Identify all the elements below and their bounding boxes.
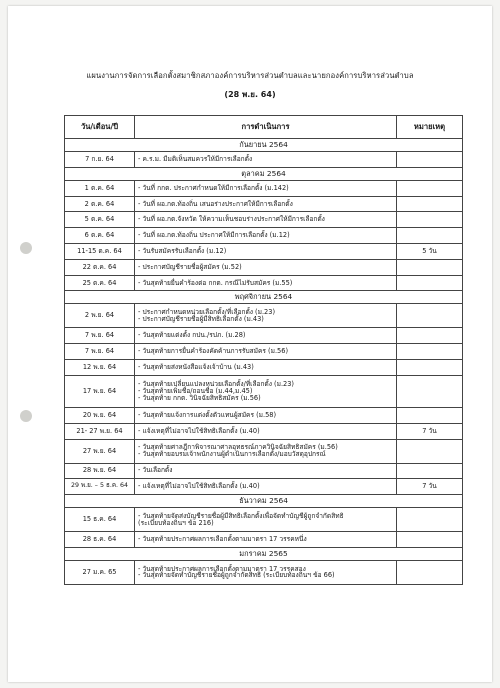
table-row bbox=[65, 328, 463, 344]
row-activity bbox=[135, 560, 397, 584]
row-remark: 7 วัน bbox=[397, 479, 463, 495]
month-header-row bbox=[65, 139, 463, 152]
row-remark bbox=[397, 375, 463, 407]
row-remark bbox=[397, 212, 463, 228]
row-date: 27 ม.ค. 65 bbox=[65, 560, 135, 584]
row-remark bbox=[397, 508, 463, 532]
table-row bbox=[65, 359, 463, 375]
row-date: 7 ก.ย. 64 bbox=[65, 152, 135, 168]
row-activity bbox=[135, 344, 397, 360]
row-date: 25 ต.ค. 64 bbox=[65, 275, 135, 291]
activity-line: - วันที่ กกต. ประกาศกำหนดให้มีการเลือกตั้ง (ม.142) bbox=[138, 183, 289, 192]
month-label: ธันวาคม 2564 bbox=[65, 495, 463, 508]
header-activity: การดำเนินการ bbox=[135, 116, 397, 139]
row-activity bbox=[135, 423, 397, 439]
punch-hole bbox=[20, 242, 32, 254]
table-row bbox=[65, 275, 463, 291]
activity-line: - วันสุดท้ายศาลฎีกาพิจารณาศาลอุทธรณ์ภาควินิจฉัยสิทธิสมัคร (ม.56) bbox=[138, 443, 338, 452]
activity-line: - วันสุดท้าย กกต. วินิจฉัยสิทธิสมัคร (ม.56) bbox=[138, 393, 261, 402]
row-remark bbox=[397, 259, 463, 275]
activity-line: - วันสุดท้ายแต่งตั้ง กปน./รปภ. (ม.28) bbox=[138, 331, 246, 340]
table-row bbox=[65, 532, 463, 548]
row-remark bbox=[397, 196, 463, 212]
row-remark bbox=[397, 344, 463, 360]
month-label: กันยายน 2564 bbox=[65, 139, 463, 152]
row-activity bbox=[135, 196, 397, 212]
row-activity bbox=[135, 180, 397, 196]
table-header-row bbox=[65, 116, 463, 139]
activity-line: - วันสุดท้ายเพิ่มชื่อ/ถอนชื่อ (ม.44,ม.45) bbox=[138, 386, 253, 395]
row-activity bbox=[135, 508, 397, 532]
row-date: 7 พ.ย. 64 bbox=[65, 344, 135, 360]
activity-line: - วันสุดท้ายจัดทำบัญชีรายชื่อผู้ถูกจำกัดสิทธิ (ระเบียบท้องถิ่นฯ ข้อ 66) bbox=[138, 571, 335, 580]
row-date: 2 ต.ค. 64 bbox=[65, 196, 135, 212]
activity-line: - วันสุดท้ายเปลี่ยนแปลงหน่วยเลือกตั้ง/ที่เลือกตั้ง (ม.23) bbox=[138, 379, 295, 388]
row-remark bbox=[397, 328, 463, 344]
activity-line: - วันสุดท้ายส่งหนังสือแจ้งเจ้าบ้าน (ม.43) bbox=[138, 362, 254, 371]
table-row bbox=[65, 508, 463, 532]
table-row bbox=[65, 439, 463, 463]
row-remark bbox=[397, 180, 463, 196]
month-header-row bbox=[65, 495, 463, 508]
activity-line: - ค.ร.ม. มีมติเห็นสมควรให้มีการเลือกตั้ง bbox=[138, 154, 253, 163]
row-date: 20 พ.ย. 64 bbox=[65, 407, 135, 423]
row-remark bbox=[397, 275, 463, 291]
activity-line: - วันสุดท้ายการยื่นคำร้องคัดค้านการรับสมัคร (ม.56) bbox=[138, 347, 289, 356]
row-activity bbox=[135, 532, 397, 548]
row-activity bbox=[135, 375, 397, 407]
table-row bbox=[65, 212, 463, 228]
table-row bbox=[65, 423, 463, 439]
row-remark bbox=[397, 439, 463, 463]
table-row bbox=[65, 196, 463, 212]
document-page bbox=[8, 6, 492, 682]
month-label: ตุลาคม 2564 bbox=[65, 167, 463, 180]
row-remark bbox=[397, 304, 463, 328]
activity-line: - วันที่ ผอ.กต.ท้องถิ่น เสนอร่างประกาศให้มีการเลือกตั้ง bbox=[138, 199, 293, 208]
month-header-row bbox=[65, 547, 463, 560]
row-activity bbox=[135, 275, 397, 291]
activity-line: - วันสุดท้ายประกาศผลการเลือกตั้งตามมาตรา 17 วรรคสอง bbox=[138, 564, 306, 573]
row-activity bbox=[135, 463, 397, 479]
row-remark bbox=[397, 152, 463, 168]
header-date: วัน/เดือน/ปี bbox=[65, 116, 135, 139]
activity-line: - วันสุดท้ายยื่นคำร้องต่อ กกต. กรณีไม่รับสมัคร (ม.55) bbox=[138, 278, 293, 287]
table-row bbox=[65, 560, 463, 584]
row-date: 17 พ.ย. 64 bbox=[65, 375, 135, 407]
row-date: 27 พ.ย. 64 bbox=[65, 439, 135, 463]
activity-line: (ระเบียบท้องถิ่นฯ ข้อ 216) bbox=[138, 518, 214, 527]
row-date: 11-15 ต.ค. 64 bbox=[65, 243, 135, 259]
row-date: 28 ธ.ค. 64 bbox=[65, 532, 135, 548]
row-activity bbox=[135, 407, 397, 423]
activity-line: - แจ้งเหตุที่ไม่อาจไปใช้สิทธิเลือกตั้ง (ม.40) bbox=[138, 482, 260, 491]
row-date: 2 พ.ย. 64 bbox=[65, 304, 135, 328]
table-row bbox=[65, 228, 463, 244]
month-header-row bbox=[65, 167, 463, 180]
month-label: พฤศจิกายน 2564 bbox=[65, 291, 463, 304]
punch-hole bbox=[20, 410, 32, 422]
activity-line: - วันรับสมัครรับเลือกตั้ง (ม.12) bbox=[138, 246, 227, 255]
table-row bbox=[65, 243, 463, 259]
activity-line: - วันสุดท้ายจัดส่งบัญชีรายชื่อผู้มีสิทธิเลือกตั้งเพื่อจัดทำบัญชีผู้ถูกจำกัดสิทธิ bbox=[138, 511, 344, 520]
row-remark bbox=[397, 532, 463, 548]
row-remark bbox=[397, 359, 463, 375]
row-remark bbox=[397, 407, 463, 423]
activity-line: - วันเลือกตั้ง bbox=[138, 466, 173, 475]
row-remark: 7 วัน bbox=[397, 423, 463, 439]
row-date: 21- 27 พ.ย. 64 bbox=[65, 423, 135, 439]
row-date: 22 ต.ค. 64 bbox=[65, 259, 135, 275]
row-activity bbox=[135, 439, 397, 463]
row-remark bbox=[397, 560, 463, 584]
row-activity bbox=[135, 304, 397, 328]
table-row bbox=[65, 407, 463, 423]
row-activity bbox=[135, 259, 397, 275]
month-label: มกราคม 2565 bbox=[65, 547, 463, 560]
activity-line: - แจ้งเหตุที่ไม่อาจไปใช้สิทธิเลือกตั้ง (ม.40) bbox=[138, 426, 260, 435]
row-activity bbox=[135, 328, 397, 344]
row-remark bbox=[397, 228, 463, 244]
table-row bbox=[65, 375, 463, 407]
table-row bbox=[65, 259, 463, 275]
activity-line: - วันสุดท้ายแจ้งการแต่งตั้งตัวแทนผู้สมัคร (ม.58) bbox=[138, 410, 277, 419]
row-date: 15 ธ.ค. 64 bbox=[65, 508, 135, 532]
row-date: 7 พ.ย. 64 bbox=[65, 328, 135, 344]
row-activity bbox=[135, 243, 397, 259]
row-date: 1 ต.ค. 64 bbox=[65, 180, 135, 196]
activity-line: - ประกาศบัญชีรายชื่อผู้สมัคร (ม.52) bbox=[138, 262, 242, 271]
table-row bbox=[65, 479, 463, 495]
activity-line: - ประกาศบัญชีรายชื่อผู้มีสิทธิเลือกตั้ง (ม.43) bbox=[138, 314, 264, 323]
schedule-body bbox=[65, 139, 463, 585]
table-row bbox=[65, 344, 463, 360]
document-title: แผนงานการจัดการเลือกตั้งสมาชิกสภาองค์การบริหารส่วนตำบลและนายกองค์การบริหารส่วนตำบล bbox=[86, 71, 414, 80]
row-activity bbox=[135, 152, 397, 168]
header-remark: หมายเหตุ bbox=[397, 116, 463, 139]
activity-line: - วันที่ ผอ.กต.จังหวัด ให้ความเห็นชอบร่างประกาศให้มีการเลือกตั้ง bbox=[138, 215, 325, 224]
activity-line: - วันสุดท้ายอบรมเจ้าพนักงานผู้ดำเนินการเลือกตั้ง/มอบวัสดุอุปกรณ์ bbox=[138, 450, 326, 459]
row-date: 29 พ.ย. – 5 ธ.ค. 64 bbox=[65, 479, 135, 495]
schedule-table bbox=[64, 115, 463, 585]
table-row bbox=[65, 304, 463, 328]
table-row bbox=[65, 152, 463, 168]
table-row bbox=[65, 180, 463, 196]
activity-line: - วันสุดท้ายประกาศผลการเลือกตั้งตามมาตรา 17 วรรคหนึ่ง bbox=[138, 535, 307, 544]
row-remark bbox=[397, 463, 463, 479]
row-remark: 5 วัน bbox=[397, 243, 463, 259]
row-date: 12 พ.ย. 64 bbox=[65, 359, 135, 375]
document-subtitle: (28 พ.ย. 64) bbox=[224, 90, 276, 99]
activity-line: - วันที่ ผอ.กต.ท้องถิ่น ประกาศให้มีการเลือกตั้ง (ม.12) bbox=[138, 231, 290, 240]
month-header-row bbox=[65, 291, 463, 304]
row-activity bbox=[135, 212, 397, 228]
row-activity bbox=[135, 479, 397, 495]
table-row bbox=[65, 463, 463, 479]
activity-line: - ประกาศกำหนดหน่วยเลือกตั้ง/ที่เลือกตั้ง (ม.23) bbox=[138, 307, 276, 316]
row-date: 5 ต.ค. 64 bbox=[65, 212, 135, 228]
row-date: 6 ต.ค. 64 bbox=[65, 228, 135, 244]
row-activity bbox=[135, 359, 397, 375]
row-activity bbox=[135, 228, 397, 244]
row-date: 28 พ.ย. 64 bbox=[65, 463, 135, 479]
